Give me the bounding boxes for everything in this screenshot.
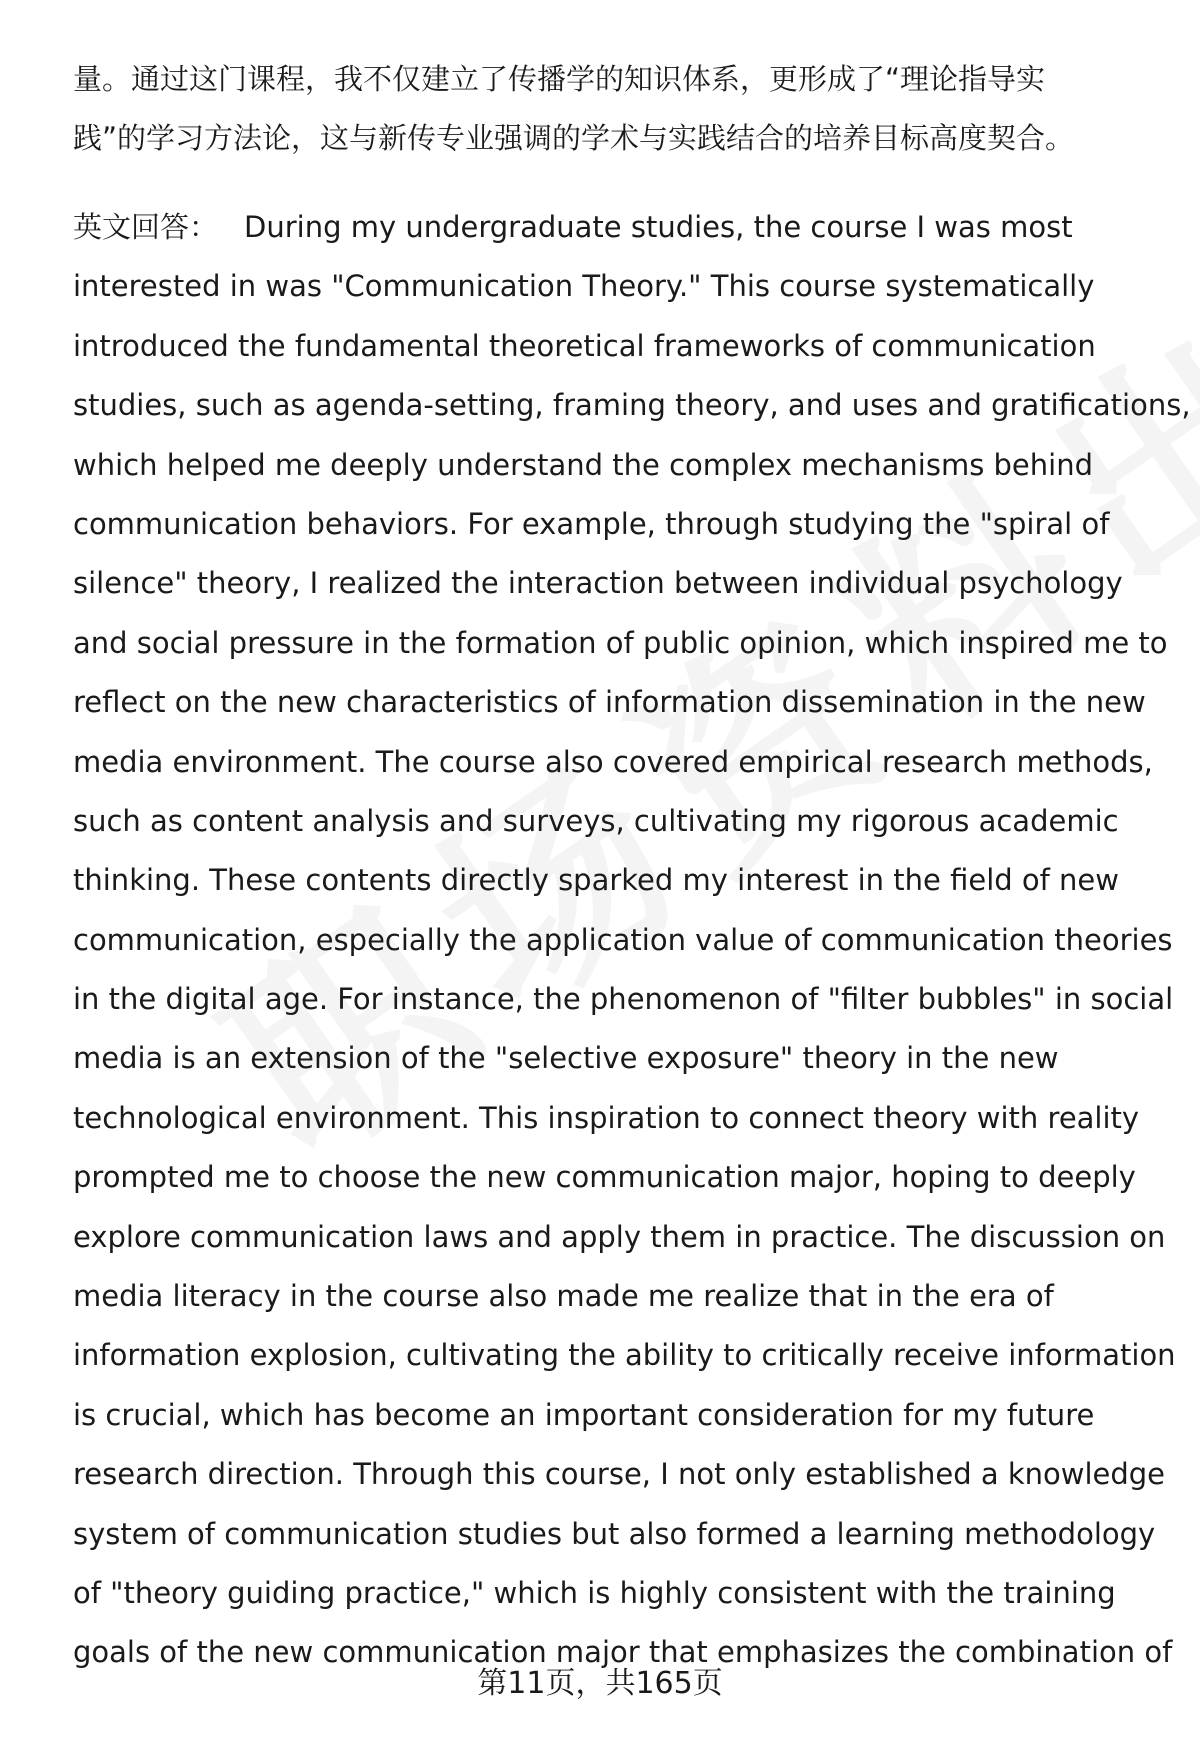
paragraph-line: reflect on the new characteristics of information dissemination in the new	[73, 685, 1146, 720]
paragraph-line: information explosion, cultivating the ability to critically receive information	[73, 1338, 1176, 1373]
paragraph-line: which helped me deeply understand the complex mechanisms behind	[73, 447, 1093, 482]
paragraph-line: of "theory guiding practice," which is highly consistent with the training	[73, 1575, 1116, 1610]
paragraph-line-text: During my undergraduate studies, the course I was most	[244, 210, 1073, 244]
paragraph-line: explore communication laws and apply them in practice. The discussion on	[73, 1219, 1166, 1254]
page-number: 第11页，共165页	[477, 1666, 723, 1701]
paragraph-line: goals of the new communication major that emphasizes the combination of	[73, 1635, 1173, 1670]
paragraph-line: 量。通过这门课程，我不仅建立了传播学的知识体系，更形成了“理论指导实	[73, 62, 1046, 96]
chinese-answer-paragraph	[73, 50, 1163, 169]
paragraph-line: media environment. The course also covered empirical research methods,	[73, 744, 1153, 779]
paragraph-line: research direction. Through this course, I not only established a knowledge	[73, 1457, 1166, 1492]
paragraph-line: thinking. These contents directly sparked my interest in the field of new	[73, 863, 1119, 898]
paragraph-line: in the digital age. For instance, the phenomenon of "filter bubbles" in social	[73, 982, 1174, 1017]
paragraph-line: media literacy in the course also made me realize that in the era of	[73, 1279, 1054, 1314]
paragraph-line: communication behaviors. For example, through studying the "spiral of	[73, 506, 1110, 541]
english-answer-paragraph	[73, 198, 1191, 1683]
paragraph-line: prompted me to choose the new communication major, hoping to deeply	[73, 1160, 1136, 1195]
paragraph-line: is crucial, which has become an important consideration for my future	[73, 1397, 1095, 1432]
paragraph-line: introduced the fundamental theoretical frameworks of communication	[73, 328, 1096, 363]
paragraph-line: studies, such as agenda-setting, framing theory, and uses and gratifications,	[73, 388, 1191, 423]
paragraph-line: silence" theory, I realized the interaction between individual psychology	[73, 566, 1123, 601]
paragraph-line: system of communication studies but also formed a learning methodology	[73, 1516, 1156, 1551]
paragraph-line: media is an extension of the "selective exposure" theory in the new	[73, 1041, 1059, 1076]
paragraph-line: 践”的学习方法论，这与新传专业强调的学术与实践结合的培养目标高度契合。	[73, 121, 1075, 156]
paragraph-line: and social pressure in the formation of public opinion, which inspired me to	[73, 625, 1168, 660]
paragraph-line: such as content analysis and surveys, cultivating my rigorous academic	[73, 803, 1119, 838]
paragraph-line: technological environment. This inspiration to connect theory with reality	[73, 1100, 1140, 1135]
paragraph-first-line	[73, 198, 1163, 257]
english-answer-label: 英文回答：	[73, 210, 219, 244]
paragraph-line: communication, especially the application value of communication theories	[73, 922, 1173, 957]
paragraph-line: interested in was "Communication Theory." This course systematically	[73, 269, 1095, 304]
